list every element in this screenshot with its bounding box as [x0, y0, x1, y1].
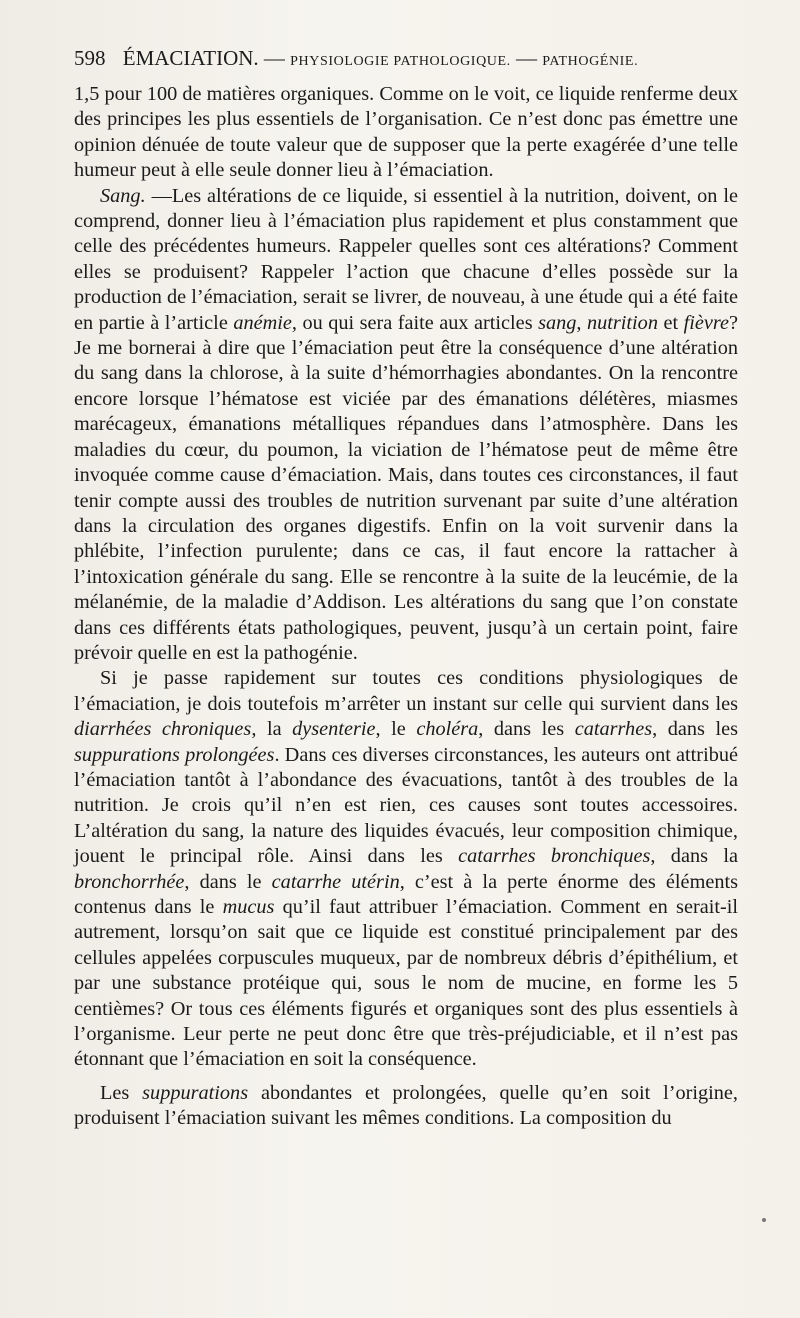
header-dash: — — [263, 46, 285, 70]
header-title: ÉMACIATION. — [122, 46, 259, 70]
paragraph-conditions: Si je passe rapidement sur toutes ces conditions physiologiques de l’émaciation, je dois toutefois m’arrêter un instant sur celle qui survient dans les diarrhées chroniques, la dysenterie, le choléra, dans les catarrhes, dans les suppurations prolongées. Dans ces diverses circonstances, les auteurs ont attribué l’émaciation tantôt à l’abondance des évacuations, tantôt à des troubles de la nutrition. Je crois qu’il n’en est rien, ces causes sont toutes accessoires. L’altération du sang, la nature des liquides évacués, leur composition chimique, jouent le principal rôle. Ainsi dans les catarrhes bronchiques, dans la bronchorrhée, dans le catarrhe utérin, c’est à la perte énorme des éléments contenus dans le mucus qu’il faut attribuer l’émaciation. Comment en serait-il autrement, lorsqu’on sait que ce liquide est constitué principalement par des cellules appelées corpuscules muqueux, par de nombreux débris d’épithélium, et par une substance protéique qui, sous le nom de mucine, en forme les 5 centièmes? Or tous ces éléments figurés et organiques sont des plus essentiels à l’organisme. Leur perte ne peut donc être que très-préjudiciable, et il n’est pas étonnant que l’émaciation en soit la conséquence. — [74, 667, 739, 1071]
header-dash: — — [516, 46, 537, 70]
page-number: 598 — [74, 46, 106, 70]
paragraph-continuation: 1,5 pour 100 de matières organiques. Comme on le voit, ce liquide renferme deux des principes les plus essentiels de l’organisation. Ce n’est donc pas émettre une opinion dénuée de toute valeur que de supposer que la perte exagérée d’une telle humeur peut à elle seule donner lieu à l’émaciation. — [74, 83, 738, 182]
header-subsection: PATHOGÉNIE. — [542, 54, 639, 69]
paragraph-suppurations: Les suppurations abondantes et prolongées, quelle qu’en soit l’origine, produisent l’émaciation suivant les mêmes conditions. La composition du — [74, 1081, 738, 1130]
page-body — [74, 82, 738, 1132]
section-lead: Sang. — [100, 184, 146, 207]
paragraph-sang: Sang. —Les altérations de ce liquide, si essentiel à la nutrition, doivent, on le comprend, donner lieu à l’émaciation plus rapidement et plus constamment que celle des précédentes humeurs. Rappeler quelles sont ces altérations? Comment elles se produisent? Rappeler l’action que chacune d’elles possède sur la production de l’émaciation, serait se livrer, de nouveau, à une étude qui a été faite en partie à l’article anémie, ou qui sera faite aux articles sang, nutrition et fièvre? Je me bornerai à dire que l’émaciation peut être la conséquence d’une altération du sang dans la chlorose, à la suite d’hémorrhagies abondantes. On la rencontre encore lorsque l’hématose est viciée par des émanations délétères, miasmes marécageux, émanations métalliques répandues dans l’atmosphère. Dans les maladies du cœur, du poumon, la viciation de l’hématose peut de même être invoquée comme cause d’émaciation. Mais, dans toutes ces circonstances, il faut tenir compte aussi des troubles de nutrition survenant par suite d’une altération dans la circulation des organes digestifs. Enfin on la voit survenir dans la phlébite, l’infection purulente; dans ce cas, il faut encore la rattacher à l’intoxication générale du sang. Elle se rencontre à la suite de la leucémie, de la mélanémie, de la maladie d’Addison. Les altérations du sang que l’on constate dans ces différents états pathologiques, peuvent, jusqu’à un certain point, faire prévoir quelle en est la pathogénie. — [74, 184, 739, 664]
header-section: PHYSIOLOGIE PATHOLOGIQUE. — [290, 54, 511, 69]
running-header — [74, 44, 734, 76]
paper-speck — [762, 1218, 766, 1222]
